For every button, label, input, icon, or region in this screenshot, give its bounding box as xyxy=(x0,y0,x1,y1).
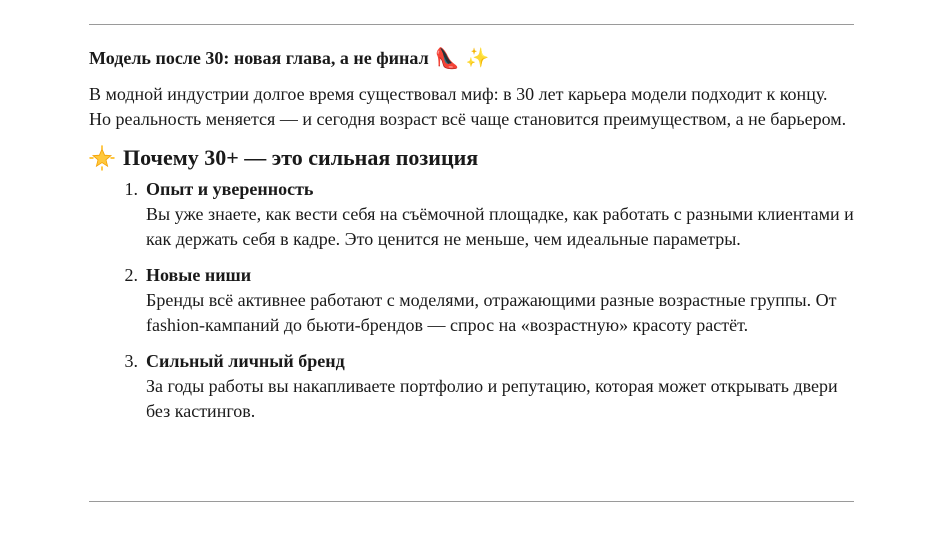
list-item-body xyxy=(146,263,854,338)
bottom-divider xyxy=(89,501,854,502)
list-item-title: Новые ниши xyxy=(146,265,252,285)
list-item xyxy=(89,177,854,252)
reasons-list xyxy=(89,177,854,424)
list-item-title: Опыт и уверенность xyxy=(146,179,314,199)
article xyxy=(89,44,854,435)
sparkles-icon: ✨ xyxy=(465,47,490,69)
list-item-number: 3. xyxy=(124,351,138,371)
list-item-body xyxy=(146,349,854,424)
list-item-number: 2. xyxy=(124,265,138,285)
glowing-star-icon xyxy=(89,145,115,171)
article-title-text: Модель после 30: новая глава, а не финал xyxy=(89,48,429,68)
list-item-number: 1. xyxy=(124,179,138,199)
list-item-text: Бренды всё активнее работают с моделями, отражающими разные возрастные группы. От fashion-кампаний до бьюти-брендов — спрос на «возрастную» красоту растёт. xyxy=(146,290,837,335)
section-heading xyxy=(89,143,854,173)
top-divider xyxy=(89,24,854,25)
section-heading-text: Почему 30+ — это сильная позиция xyxy=(123,145,479,170)
list-item-text: За годы работы вы накапливаете портфолио и репутацию, которая может открывать двери без кастингов. xyxy=(146,376,838,421)
list-item-body xyxy=(146,177,854,252)
article-title xyxy=(89,44,854,72)
intro-paragraph: В модной индустрии долгое время существовал миф: в 30 лет карьера модели подходит к концу. Но реальность меняется — и сегодня возраст всё чаще становится преимуществом, а не барьером. xyxy=(89,84,847,129)
high-heel-icon: 👠 xyxy=(434,46,460,70)
list-item-title: Сильный личный бренд xyxy=(146,351,345,371)
list-item-text: Вы уже знаете, как вести себя на съёмочной площадке, как работать с разными клиентами и как держать себя в кадре. Это ценится не меньше, чем идеальные параметры. xyxy=(146,204,854,249)
list-item xyxy=(89,349,854,424)
list-item xyxy=(89,263,854,338)
